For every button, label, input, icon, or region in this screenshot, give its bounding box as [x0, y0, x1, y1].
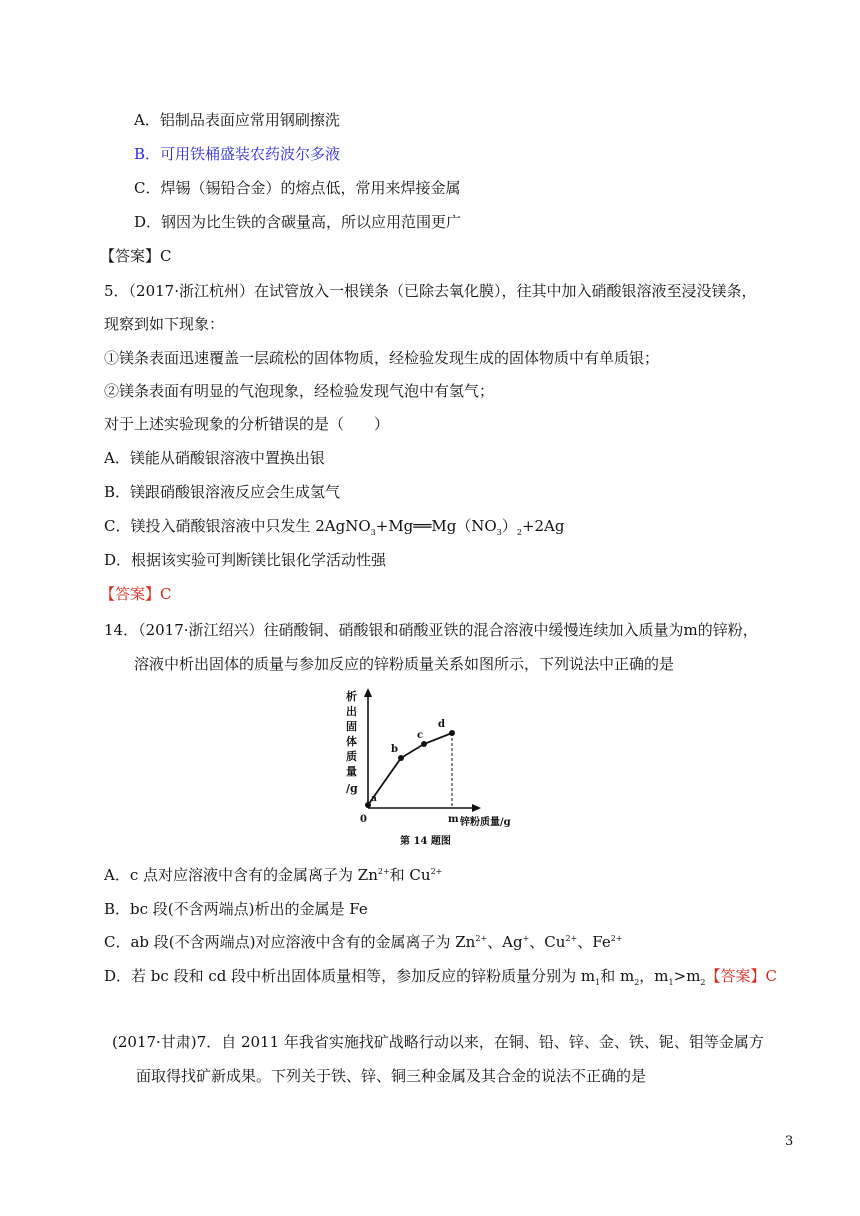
q5-option-a: A．镁能从硝酸银溶液中置换出银	[104, 449, 325, 467]
superscript: 2+	[610, 934, 623, 943]
q4-option-c: C．焊锡（锡铅合金）的熔点低，常用来焊接金属	[134, 179, 461, 197]
point-d-label: d	[438, 719, 445, 730]
q5-observation-1: ①镁条表面迅速覆盖一层疏松的固体物质，经检验发现生成的固体物质中有单质银；	[104, 349, 660, 367]
superscript: 2+	[565, 934, 578, 943]
q4-option-d: D．钢因为比生铁的含碳量高，所以应用范围更广	[134, 213, 462, 231]
q5-question: 对于上述实验现象的分析错误的是（ ）	[104, 415, 390, 433]
q7-stem-line1: (2017·甘肃)7．自 2011 年我省实施找矿战略行动以来，在铜、铅、锌、金、铁、铌、钼等金属方	[112, 1033, 764, 1051]
subscript: 1	[595, 978, 601, 987]
point-b	[398, 755, 404, 761]
q5-option-c-text: +Mg══Mg（NO	[375, 517, 497, 535]
subscript: 2	[634, 978, 640, 987]
q4-option-b: B．可用铁桶盛装农药波尔多液	[134, 145, 341, 163]
q14-option-c-text: C．ab 段(不含两端点)对应溶液中含有的金属离子为 Zn	[104, 933, 476, 951]
q14-option-c-text: 、Fe	[577, 933, 611, 951]
subscript: 2	[700, 978, 706, 987]
x-axis-arrow-icon	[472, 804, 481, 812]
q4-option-a: A．铝制品表面应常用钢刷擦洗	[134, 111, 340, 129]
q5-option-d: D．根据该实验可判断镁比银化学活动性强	[104, 551, 387, 569]
q14-option-a	[104, 865, 442, 885]
x-axis-label: 锌粉质量/g	[460, 817, 511, 828]
q5-stem-line1: 5．（2017·浙江杭州）在试管放入一根镁条（已除去氧化膜），往其中加入硝酸银溶液至浸没镁条，	[104, 282, 757, 300]
subscript: 3	[370, 528, 376, 537]
q14-option-a-text: A．c 点对应溶液中含有的金属离子为 Zn	[104, 866, 378, 884]
figure-caption: 第 14 题图	[400, 836, 451, 847]
point-c	[421, 741, 427, 747]
q14-option-c-text: 、Ag	[487, 933, 523, 951]
page-number: 3	[785, 1134, 794, 1149]
m-label: m	[448, 814, 459, 825]
y-axis-label: 析 出 固 体 质 量 /g	[346, 690, 358, 795]
point-a-label: a	[371, 794, 377, 804]
q14-option-c-text: 、Cu	[529, 933, 566, 951]
q14-answer: 【答案】C	[705, 967, 777, 985]
q14-stem-line2: 溶液中析出固体的质量与参加反应的锌粉质量关系如图所示，下列说法中正确的是	[134, 655, 675, 673]
subscript: 3	[496, 528, 502, 537]
q5-option-c-text: C．镁投入硝酸银溶液中只发生 2AgNO	[104, 517, 371, 535]
superscript: 2+	[430, 867, 443, 876]
q4-answer: 【答案】C	[100, 247, 172, 265]
q14-option-d-text: ，m	[639, 967, 669, 985]
q5-option-c-text: +2Ag	[521, 517, 565, 535]
q5-option-b: B．镁跟硝酸银溶液反应会生成氢气	[104, 483, 341, 501]
superscript: +	[522, 934, 530, 943]
subscript: 2	[516, 528, 522, 537]
q14-option-d-text: 和 m	[600, 967, 635, 985]
q14-option-d-text: >m	[673, 967, 701, 985]
q14-option-d-text: D．若 bc 段和 cd 段中析出固体质量相等，参加反应的锌粉质量分别为 m	[104, 967, 596, 985]
point-b-label: b	[391, 744, 398, 755]
data-line	[368, 733, 452, 805]
point-d	[449, 730, 455, 736]
q5-answer: 【答案】C	[100, 585, 172, 603]
q5-observation-2: ②镁条表面有明显的气泡现象，经检验发现气泡中有氢气；	[104, 382, 495, 400]
q5-option-c	[104, 516, 564, 536]
superscript: 2+	[377, 867, 390, 876]
q14-option-b: B．bc 段(不含两端点)析出的金属是 Fe	[104, 900, 368, 918]
q14-figure	[334, 684, 534, 856]
subscript: 1	[668, 978, 674, 987]
q7-stem-line2: 面取得找矿新成果。下列关于铁、锌、铜三种金属及其合金的说法不正确的是	[136, 1067, 647, 1085]
q14-option-d	[104, 966, 777, 986]
origin-label: 0	[360, 814, 367, 825]
y-axis-arrow-icon	[364, 688, 372, 697]
q14-option-c	[104, 932, 623, 952]
q5-option-c-text: ）	[501, 517, 517, 535]
q14-option-a-text: 和 Cu	[389, 866, 431, 884]
q5-stem-line2: 现察到如下现象：	[104, 315, 225, 333]
q14-stem-line1: 14．（2017·浙江绍兴）往硝酸铜、硝酸银和硝酸亚铁的混合溶液中缓慢连续加入质量为m的锌粉，	[104, 621, 758, 639]
superscript: 2+	[475, 934, 488, 943]
point-c-label: c	[417, 730, 424, 741]
